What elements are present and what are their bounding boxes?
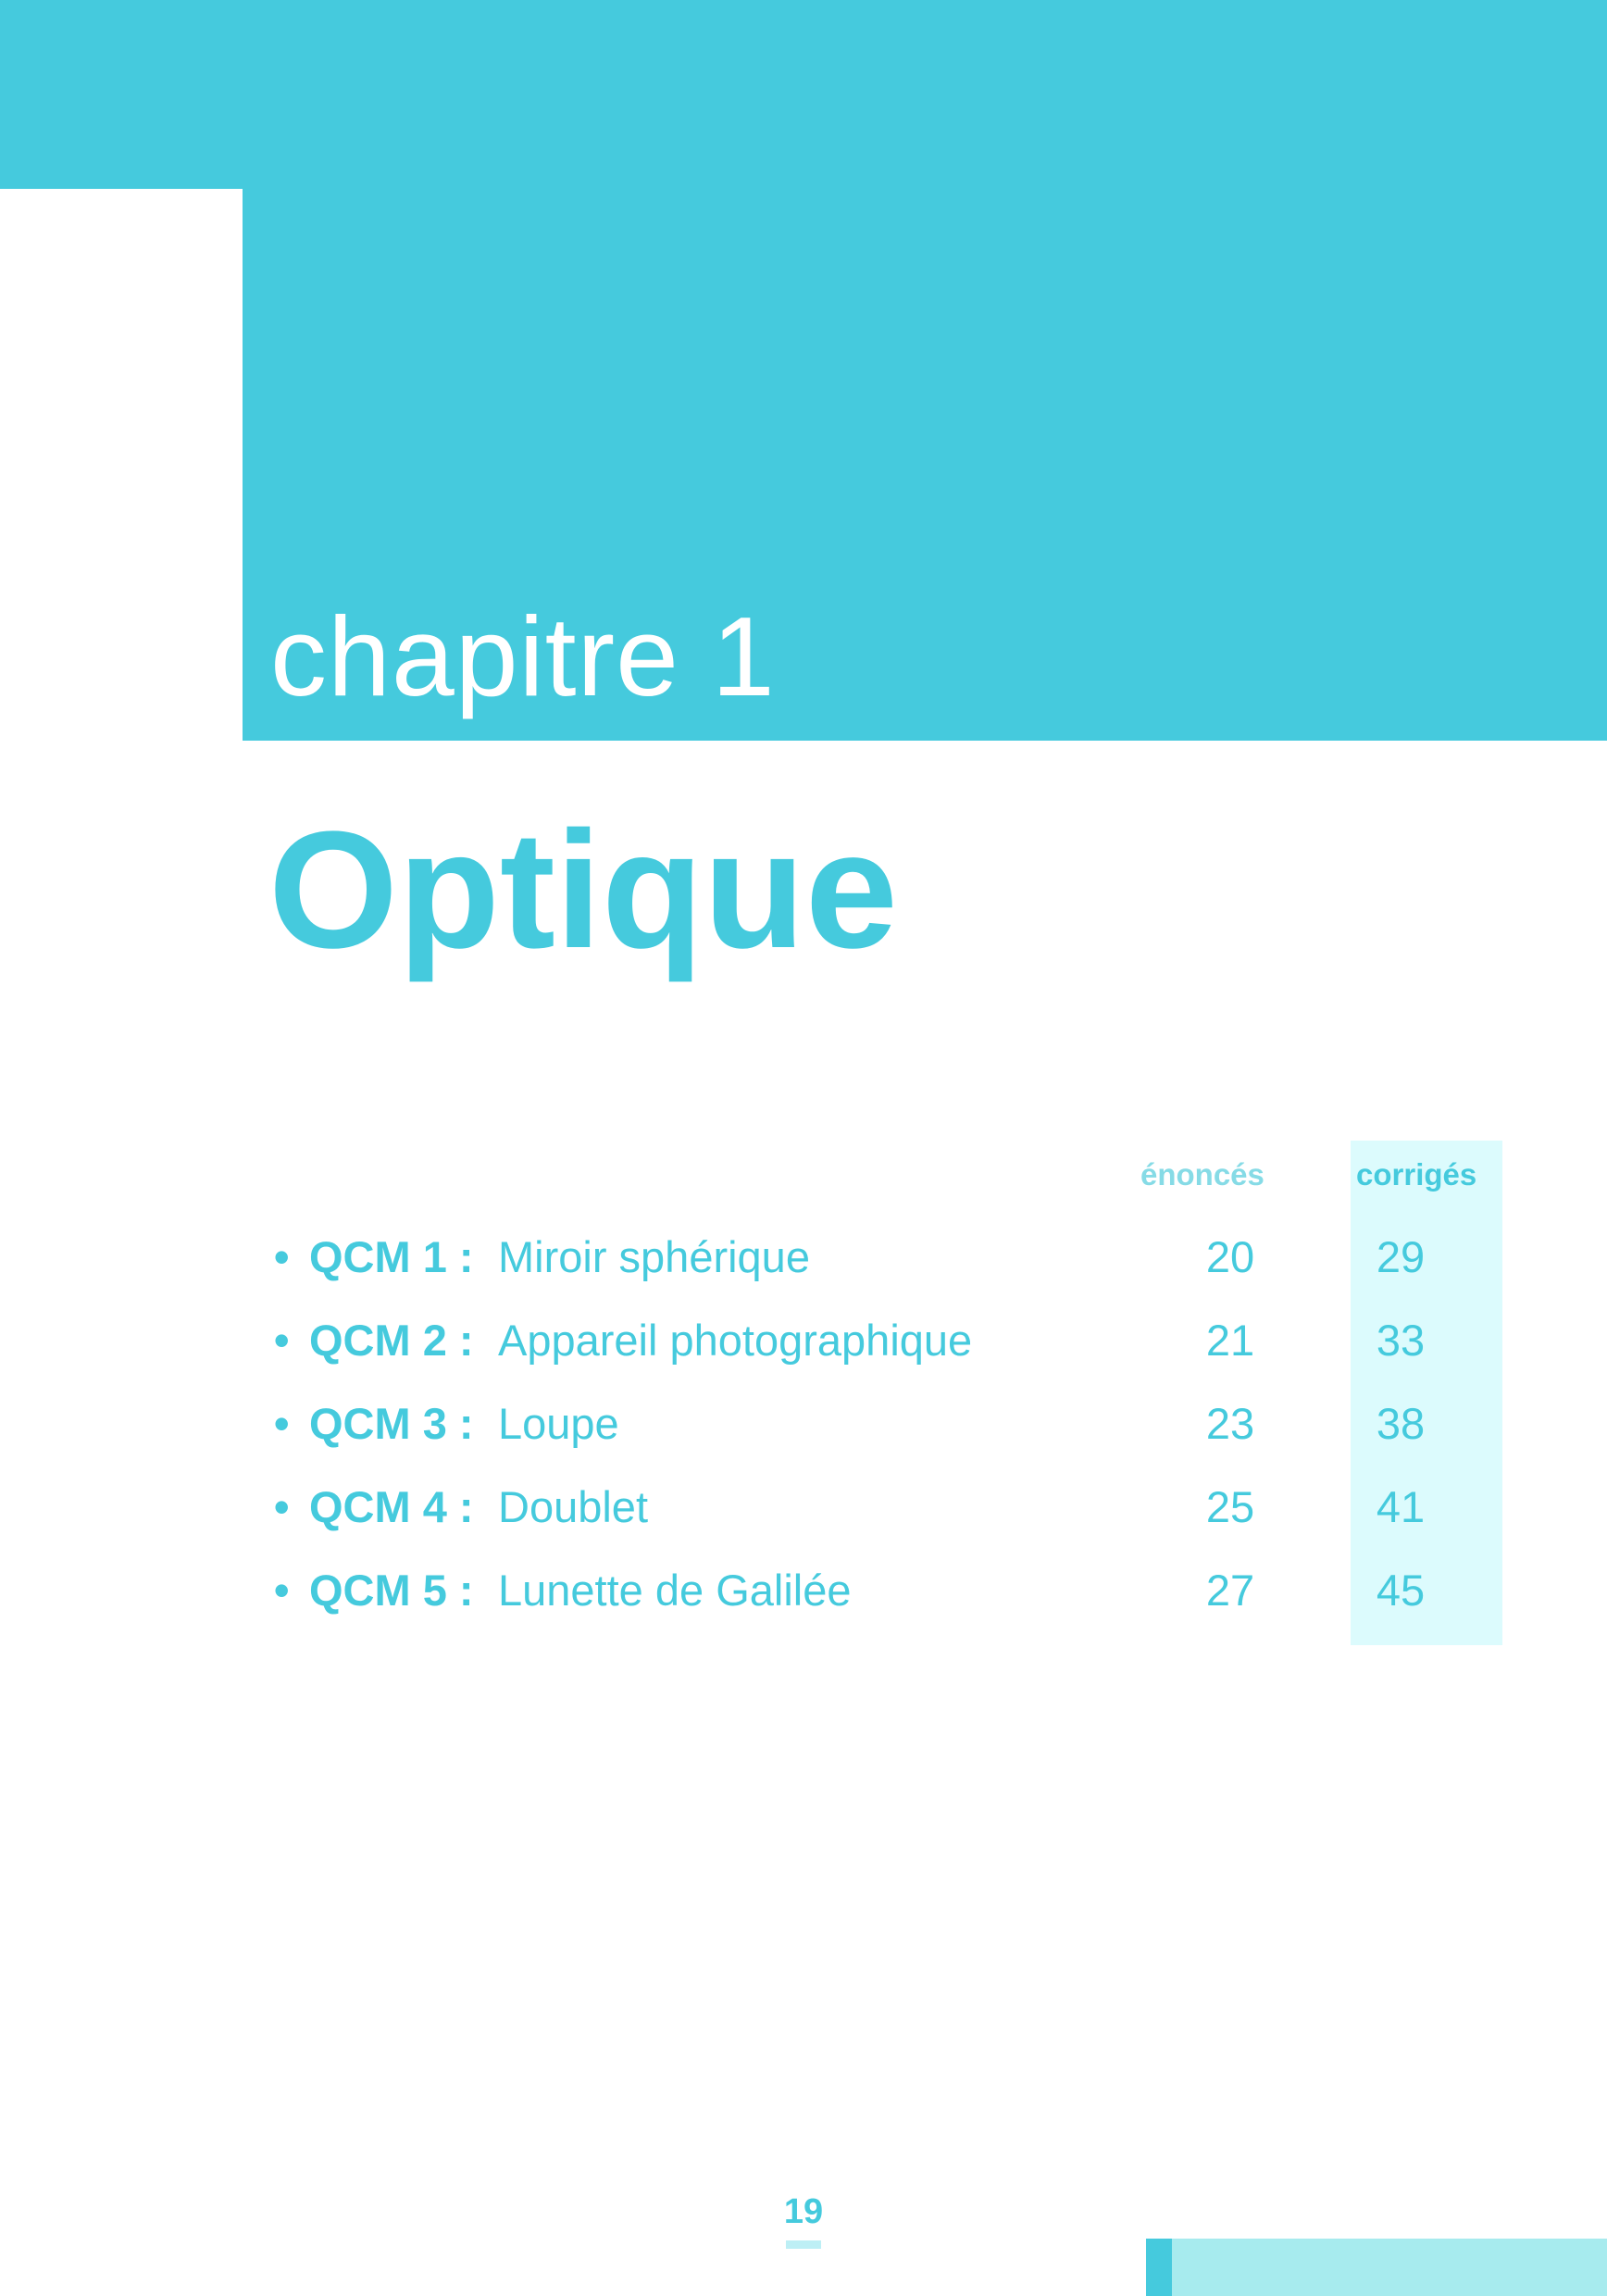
qcm-title: Appareil photographique: [498, 1316, 973, 1365]
enonce-page: 27: [1205, 1566, 1255, 1615]
corrige-page: 29: [1376, 1232, 1426, 1281]
qcm-label: QCM 3 :: [309, 1399, 474, 1448]
bullet: •: [274, 1399, 290, 1448]
footer-accent-strip: [1146, 2239, 1172, 2296]
chapter-label: chapitre 1: [270, 593, 776, 719]
corrige-page: 38: [1376, 1399, 1426, 1448]
corrige-page: 45: [1376, 1566, 1426, 1615]
toc-row-qcm-5[interactable]: [274, 1563, 1551, 1646]
corriges-column-header: corrigés: [1356, 1157, 1477, 1192]
qcm-title: Miroir sphérique: [498, 1232, 810, 1281]
corrige-page: 33: [1376, 1316, 1426, 1365]
toc-row-qcm-2[interactable]: [274, 1313, 1551, 1396]
toc-row-qcm-4[interactable]: [274, 1479, 1551, 1563]
qcm-label: QCM 1 :: [309, 1232, 474, 1281]
table-of-contents: [274, 1229, 1551, 1646]
qcm-title: Lunette de Galilée: [498, 1566, 852, 1615]
page-number-underline: [786, 2240, 821, 2249]
bullet: •: [274, 1566, 290, 1615]
enonces-column-header: énoncés: [1140, 1157, 1264, 1192]
qcm-label: QCM 5 :: [309, 1566, 474, 1615]
bullet: •: [274, 1316, 290, 1365]
enonce-page: 21: [1205, 1316, 1255, 1365]
qcm-title: Loupe: [498, 1399, 619, 1448]
enonce-page: 25: [1205, 1482, 1255, 1531]
bullet: •: [274, 1232, 290, 1281]
qcm-title: Doublet: [498, 1482, 648, 1531]
enonce-page: 23: [1205, 1399, 1255, 1448]
chapter-title: Optique: [268, 797, 898, 983]
enonce-page: 20: [1205, 1232, 1255, 1281]
toc-row-qcm-3[interactable]: [274, 1396, 1551, 1479]
qcm-label: QCM 4 :: [309, 1482, 474, 1531]
footer-band: [1172, 2239, 1607, 2296]
toc-row-qcm-1[interactable]: [274, 1229, 1551, 1313]
corrige-page: 41: [1376, 1482, 1426, 1531]
bullet: •: [274, 1482, 290, 1531]
qcm-label: QCM 2 :: [309, 1316, 474, 1365]
page-number: 19: [783, 2192, 824, 2231]
